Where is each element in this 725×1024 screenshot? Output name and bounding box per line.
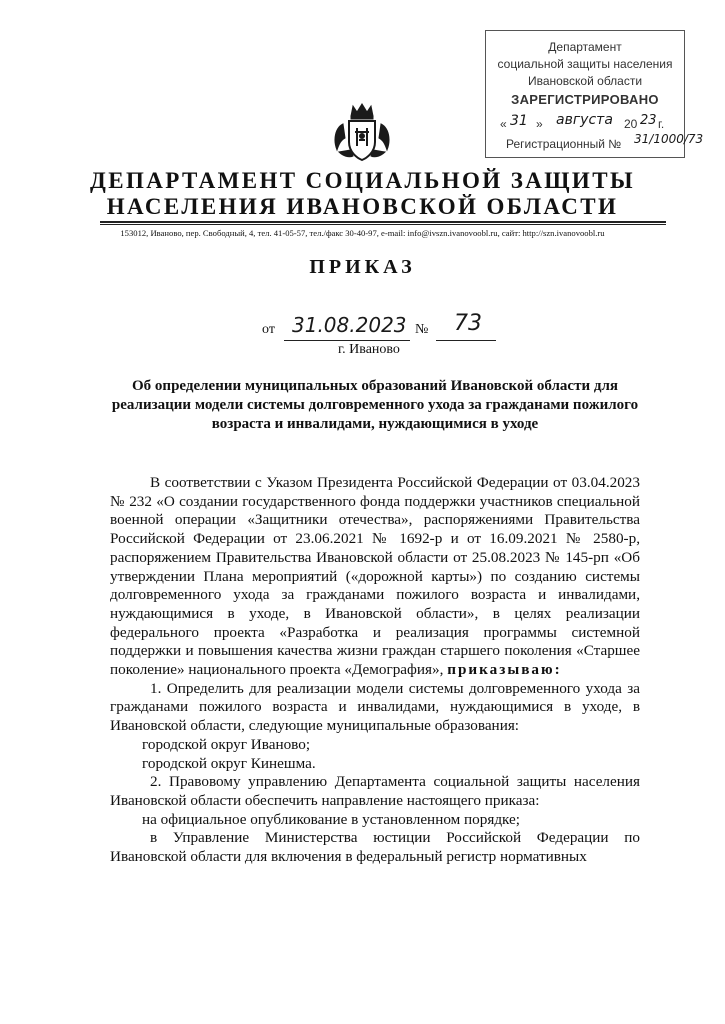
item-2: 2. Правовому управлению Департамента социальной защиты населения Ивановской области обеспечить направление настоящего приказа: [110,773,640,809]
stamp-reg-number-line [506,132,704,151]
number-label: № [415,322,429,337]
item-2-ministry-justice: в Управление Министерства юстиции Российской Федерации по Ивановской области для включения в федеральный регистр нормативных [110,829,640,866]
stamp-reg-number-label: Регистрационный № [506,137,622,151]
stamp-reg-number: 31/1000/73 [634,132,704,146]
order-body [110,474,640,867]
order-date: 31.08.2023 [292,313,407,337]
stamp-date-year-prefix: 20 [624,117,638,131]
item-1-municipality-kineshma: городской округ Кинешма. [142,754,316,772]
coat-of-arms-icon [329,100,395,166]
stamp-date-year-abbr: г. [658,117,665,131]
department-name-line-1: ДЕПАРТАМЕНТ СОЦИАЛЬНОЙ ЗАЩИТЫ [90,168,635,193]
item-1: 1. Определить для реализации модели системы долговременного ухода за гражданами пожилого возраста и инвалидами, нуждающимися в уходе, в Ивановской области, следующие муниципальные образования: [110,679,640,735]
number-underline [436,340,496,341]
date-underline [284,340,410,341]
stamp-registered-label: ЗАРЕГИСТРИРОВАНО [511,92,659,107]
stamp-line-3: Ивановской области [527,74,643,88]
stamp-date-year-suffix: 23 [640,113,657,128]
order-title: ПРИКАЗ [309,256,416,278]
header-rule-thin [100,224,666,225]
stamp-line-1: Департамент [548,40,622,54]
date-label: от [262,322,275,337]
stamp-date-open-quote: « [500,117,507,131]
item-1-municipality-ivanovo: городской округ Иваново; [142,735,311,753]
order-subject: Об определении муниципальных образований Ивановской области для реализации модели системы долговременного ухода за гражданами пожилого возраста и инвалидами, нуждающимися в уходе [111,378,639,432]
order-city: г. Иваново [338,342,400,357]
order-number: 73 [454,311,482,336]
registration-stamp [485,30,704,158]
stamp-date-day: 31 [510,113,528,129]
order-date-number [262,311,562,342]
order-word: приказываю: [447,661,562,679]
stamp-line-2: социальной защиты населения [497,57,673,71]
stamp-date-month: августа [556,112,613,128]
preamble-paragraph [110,474,640,680]
department-name-line-2: НАСЕЛЕНИЯ ИВАНОВСКОЙ ОБЛАСТИ [106,194,619,219]
preamble-text: В соответствии с Указом Президента Российской Федерации от 03.04.2023 № 232 «О создании государственного фонда поддержки участников специальной военной операции «Защитники отечества», распоряжениями Правительства Российской Федерации от 23.06.2021 № 1692-р и от 16.09.2021 № 2580-р, распоряжением Правительства Ивановской области от 25.08.2023 № 145-рп «Об утверждении Плана мероприятий («дорожной карты») по созданию системы долговременного ухода за гражданами пожилого возраста и инвалидами, нуждающимися в уходе, в Ивановской области», в целях реализации федерального проекта «Разработка и реализация программы системной поддержки и повышения качества жизни граждан старшего поколения «Старшее поколение» национального проекта «Демография», [110,474,640,679]
contacts-line: 153012, Иваново, пер. Свободный, 4, тел. 41-05-57, тел./факс 30-40-97, e-mail: info@ivszn.ivanovoobl.ru, сайт: http://szn.ivanovoobl.ru [120,228,605,238]
item-2-publication: на официальное опубликование в установленном порядке; [142,810,521,828]
stamp-date-close-quote: » [536,117,543,131]
header-rule-thick [100,221,666,223]
